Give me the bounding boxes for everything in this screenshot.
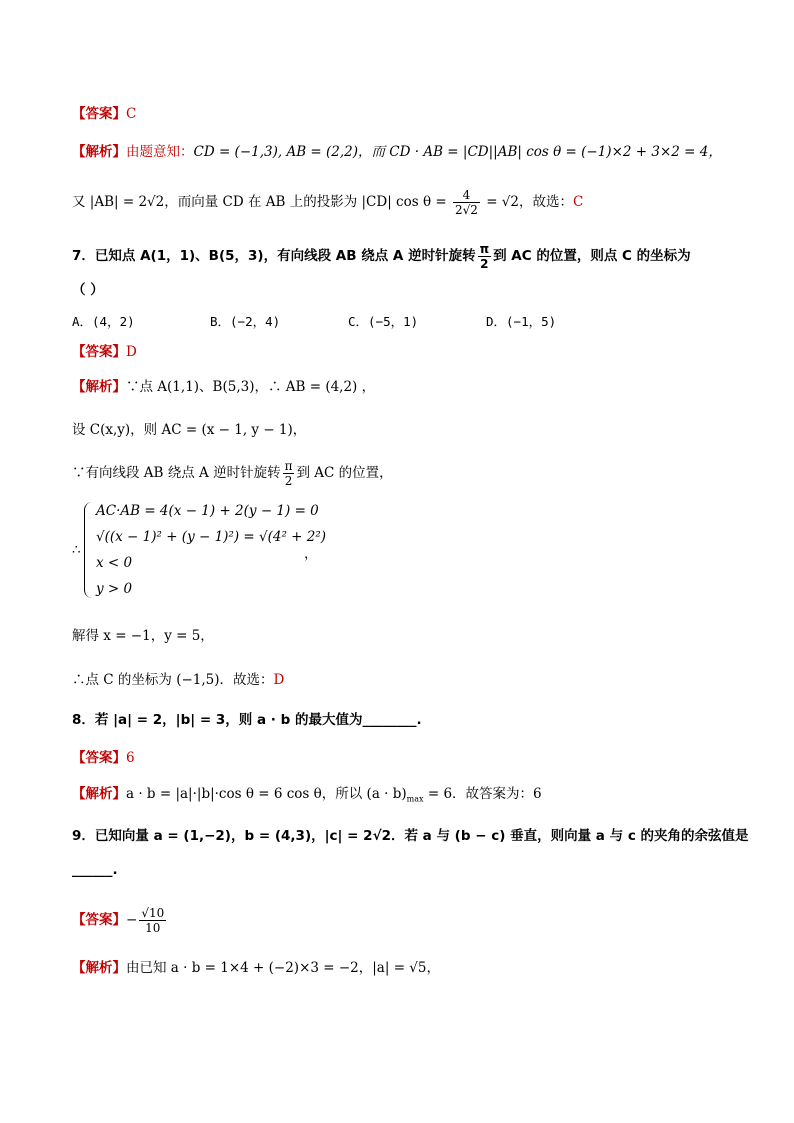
question-9-stem: 9．已知向量 a = (1,−2)，b = (4,3)，|c| = 2√2．若 a 与 (b − c) 垂直，则向量 a 与 c 的夹角的余弦值是 [72, 828, 749, 844]
math-expression: ∵点 A(1,1)、B(5,3)，∴ AB = (4,2) ， [126, 379, 376, 395]
analysis-tag: 【解析】 [72, 960, 126, 976]
fraction-numerator: 4 [453, 188, 480, 203]
question-text: 7．已知点 A(1，1)、B(5，3)，有向线段 AB 绕点 A 逆时针旋转 [72, 248, 476, 264]
question-7-paren: （ ） [72, 282, 104, 298]
question-9-blank: ______. [72, 862, 118, 878]
answer-line-8 [72, 748, 734, 768]
system-row: √((x − 1)² + (y − 1)²) = √(4² + 2²) [96, 529, 327, 545]
option-b[interactable]: B．(−2，4) [210, 314, 281, 329]
system-row: AC·AB = 4(x − 1) + 2(y − 1) = 0 [96, 503, 319, 519]
math-expression: 又 |AB| = 2√2，而向量 CD 在 AB 上的投影为 |CD| cos θ = [72, 194, 451, 210]
option-c[interactable]: C．(−5，1) [348, 314, 419, 329]
analysis-line-7a [72, 377, 734, 397]
fraction-numerator: π [284, 459, 293, 473]
question-7-options [72, 312, 734, 332]
analysis-line-7f [72, 670, 734, 690]
answer-value: C [126, 106, 137, 122]
fraction-denominator: 10 [145, 921, 161, 935]
answer-line-7 [72, 342, 734, 362]
answer-tag: 【答案】 [72, 106, 126, 122]
fraction-denominator: 2 [284, 474, 293, 488]
analysis-line-8 [72, 784, 734, 810]
therefore-symbol: ∴ [72, 542, 81, 558]
subscript: max [406, 794, 424, 804]
fraction [478, 242, 492, 271]
analysis-line-7b: 设 C(x,y)，则 AC = (x − 1, y − 1)， [72, 422, 307, 438]
answer-value: 6 [126, 750, 135, 766]
system-rows [96, 498, 326, 602]
system-trail: ， [304, 546, 318, 562]
analysis-intro: 由题意知： [126, 144, 194, 160]
math-expression: = 6．故答案为：6 [423, 786, 542, 802]
question-8-stem: 8．若 |a| = 2，|b| = 3，则 a · b 的最大值为________. [72, 712, 422, 728]
fraction-numerator: √10 [141, 906, 165, 920]
question-text: 到 AC 的位置，则点 C 的坐标为 [493, 248, 691, 264]
analysis-line-6a [72, 142, 734, 162]
answer-tag: 【答案】 [72, 912, 126, 928]
math-expression: a · b = |a|·|b|·cos θ = 6 cos θ，所以 (a · b) [126, 786, 407, 802]
analysis-tag: 【解析】 [72, 379, 126, 395]
analysis-tag: 【解析】 [72, 144, 126, 160]
option-d[interactable]: D．(−1，5) [486, 314, 557, 329]
fraction-denominator: 2√2 [454, 203, 478, 217]
option-a[interactable]: A．(4，2) [72, 314, 135, 329]
analysis-line-6b [72, 184, 734, 220]
answer-value: D [126, 344, 137, 360]
fraction [139, 906, 166, 935]
math-expression: = √2，故选： [481, 194, 573, 210]
math-expression: ∵有向线段 AB 绕点 A 逆时针旋转 [72, 465, 281, 481]
fraction-numerator: π [479, 241, 490, 256]
choice-letter: C [573, 194, 584, 210]
math-expression: CD = (−1,3), AB = (2,2)，而 CD · AB = |CD||AB| cos θ = (−1)×2 + 3×2 = 4， [193, 144, 722, 160]
fraction [453, 188, 480, 217]
math-expression: 由已知 a · b = 1×4 + (−2)×3 = −2，|a| = √5， [126, 960, 440, 976]
brace [84, 502, 93, 598]
fraction [283, 459, 295, 488]
analysis-line-7e: 解得 x = −1，y = 5， [72, 628, 214, 644]
answer-line-9 [72, 898, 734, 942]
analysis-line-7c [72, 455, 734, 491]
system-row: y > 0 [96, 581, 133, 597]
math-expression: ∴点 C 的坐标为 (−1,5)．故选： [72, 672, 274, 688]
answer-sign: − [126, 912, 138, 928]
choice-letter: D [273, 672, 285, 688]
analysis-tag: 【解析】 [72, 786, 126, 802]
answer-line-6 [72, 104, 734, 124]
system-row: x < 0 [96, 555, 133, 571]
analysis-line-9 [72, 958, 734, 978]
fraction-denominator: 2 [480, 256, 489, 271]
question-7-stem [72, 238, 734, 274]
math-expression: 到 AC 的位置， [296, 465, 393, 481]
answer-tag: 【答案】 [72, 344, 126, 360]
answer-tag: 【答案】 [72, 750, 126, 766]
